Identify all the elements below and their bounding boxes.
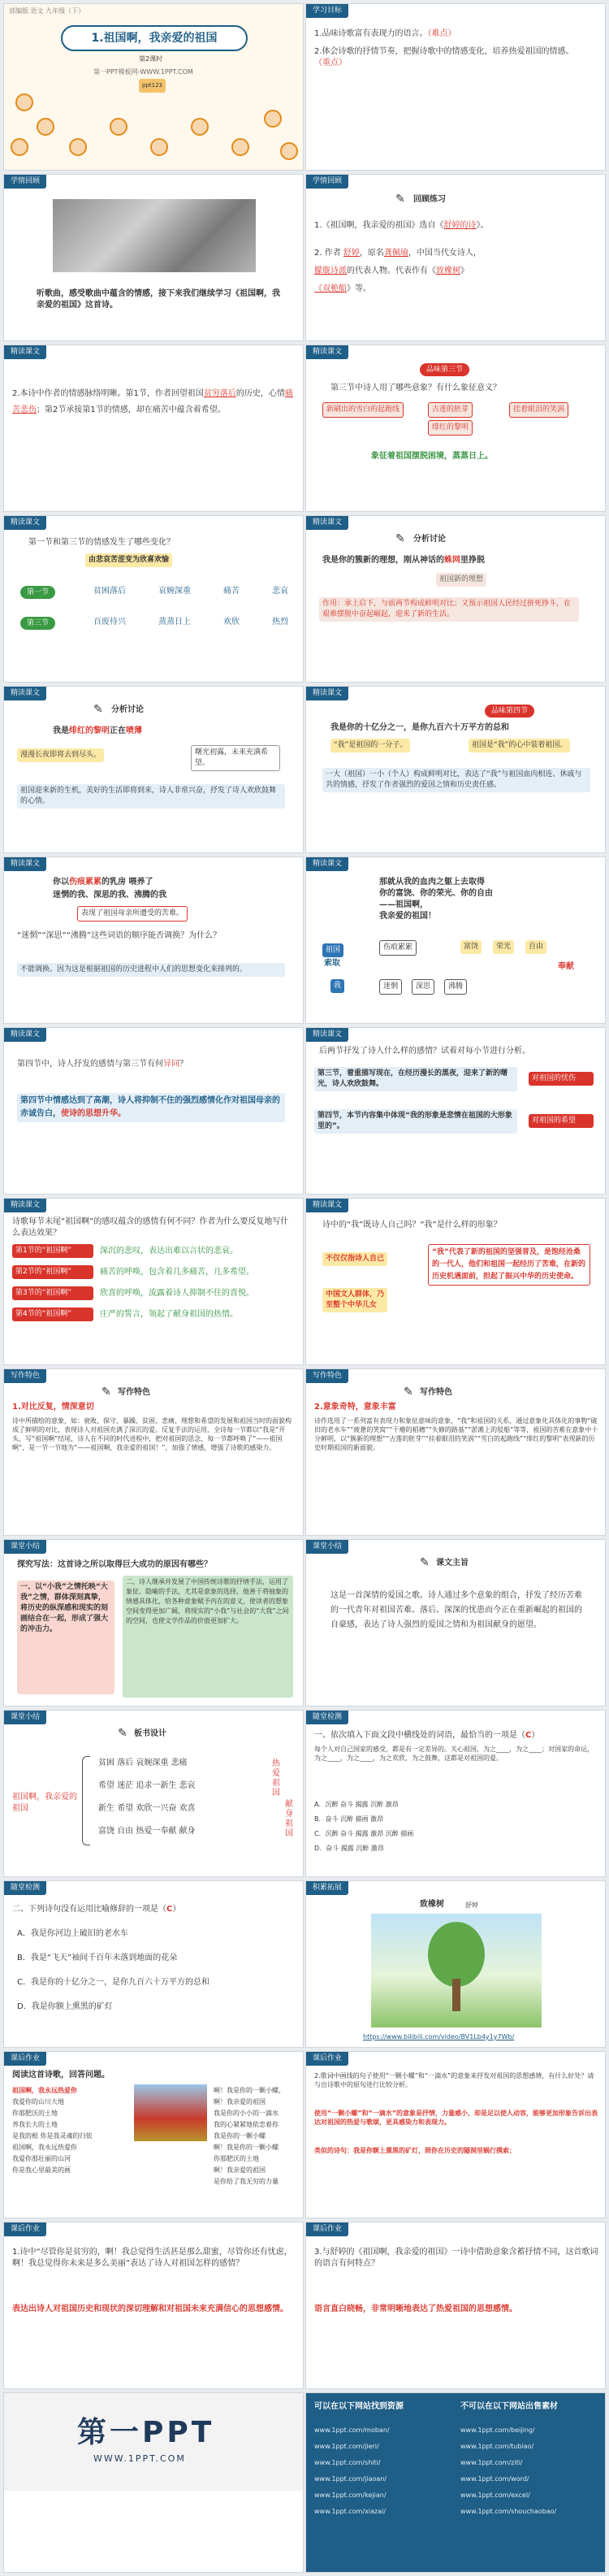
header-text: 部编版 语文 九年级（下） — [9, 7, 85, 15]
tree-image[interactable] — [371, 1914, 542, 2027]
motherland-node: 祖国 — [322, 943, 343, 957]
body: 诗作选用了一系列富有表现力和象征意味的意象，“我”和祖国的关系，通过意象化具体化的事物“破旧的老水车”“疲惫的笑窝”“干瘪的稻穗”“失修的路基”“淤滩上的驳船”等等，祖国的苦难在意象中十分鲜明，以“簇新的理想”“古莲的胚芽”“挂着眼泪的笑涡”“雪白的起跑线”“绯红的黎明”表现新的历史时期祖国的新面貌。 — [314, 1417, 598, 1451]
meaning-2: 曙光初露，未来充满希望。 — [191, 745, 280, 771]
section-title: 板书设计 — [134, 1729, 166, 1738]
question: 3.与舒婷的《祖国啊，我亲爱的祖国》一诗中借助意象含蓄抒情不同，这首歌词的语言有何特点？ — [314, 2248, 598, 2268]
line-2: 迷惘的我、深思的我、沸腾的我 — [53, 891, 166, 900]
slide-tag: 精读课文 — [306, 687, 348, 700]
lyric-line: 我爱你的山川大地 — [12, 2098, 64, 2105]
kid-avatar — [150, 138, 168, 156]
poem-line: 你的富饶、你的荣光、你的自由 — [379, 889, 493, 898]
slide-tag: 积累拓展 — [306, 1881, 348, 1895]
note: 一大（祖国）一小（个人）构成鲜明对比，表达了“我”与祖国血肉相连、休戚与共的情感，抒发了作者强烈的爱国之情和历史责任感。 — [322, 768, 590, 792]
option[interactable]: D．我是你额上熏黑的矿灯 — [17, 2002, 113, 2011]
word: 欢欣 — [223, 618, 240, 627]
rich-2: 荣光 — [493, 940, 514, 954]
question: 2.歌词中画线的句子使用“一颗小螺”和“一滴水”的意象来抒发对祖国的思想感情，有什么好处？请与出诗歌中的原句进行比较分析。 — [314, 2072, 594, 2088]
me-2: 深思 — [412, 979, 434, 995]
answer: 表达出诗人对祖国历史和现状的深切理解和对祖国未来充满信心的思想感情。 — [12, 2305, 288, 2314]
lyric-line: 祖国啊，我永远热爱你 — [12, 2144, 77, 2151]
link[interactable]: www.1ppt.com/jieri/ — [314, 2443, 379, 2450]
highlight: 表现了祖国母亲所遭受的苦难。 — [77, 906, 188, 922]
heading: 1.对比反复，情深意切 — [12, 1403, 94, 1412]
slide-refrain — [3, 1198, 304, 1365]
image-4: 绯红的黎明 — [428, 420, 473, 436]
task-title: 阅读这首诗歌，回答问题。 — [12, 2071, 110, 2079]
discussion-icon: ✎ — [93, 703, 103, 716]
slide-tag: 课后作业 — [306, 2223, 348, 2236]
lyric-line: 祖国啊，我永远热爱你 — [12, 2087, 77, 2094]
image-1: 新刷出的雪白的起跑线 — [322, 402, 404, 418]
slide-tag: 精读课文 — [306, 516, 348, 530]
line-1: 我是绯红的黎明正在喷薄 — [53, 726, 142, 735]
slide-theme — [305, 1539, 606, 1706]
answer: 第四节中情感达到了高潮，诗人将抑制不住的强烈感情化作对祖国母亲的赤诚告白，使诗的思想升华。 — [17, 1093, 285, 1122]
slide-title — [3, 3, 304, 171]
row: 富饶 自由 热爱一奉献 献身 — [98, 1827, 196, 1836]
word: 蒸蒸日上 — [158, 618, 191, 627]
answer-1: 第三节，着重描写现在，在经历漫长的黑夜，迎来了新的曙光，诗人欢欣鼓舞。 — [314, 1067, 517, 1091]
refrain-value: 痛苦的呼唤，包含着几多痛苦，几多希望。 — [100, 1268, 254, 1277]
wounds-node: 伤痕累累 — [379, 940, 417, 956]
stanza-1-words — [93, 586, 288, 597]
link[interactable]: www.1ppt.com/moban/ — [314, 2426, 390, 2434]
lyric-line: 啊！我亲爱的祖国 — [214, 2166, 266, 2174]
answer: 使用“一颗小螺”和“一滴水”的意象是抒情，力量感小，却是足以使人动容，能够更加形象告诉出表达对祖国的热爱与歌颂，更具感染力和表现力。 — [314, 2110, 598, 2126]
slide-tag: 写作特色 — [4, 1369, 46, 1383]
stanza-3-words — [93, 617, 288, 628]
lyric-line: 养我长大的土地 — [12, 2121, 58, 2128]
link[interactable]: www.1ppt.com/tubiao/ — [460, 2443, 534, 2450]
line-1: 我是你的簇新的理想，刚从神话的蛛网里挣脱 — [322, 556, 485, 565]
tree-trunk — [452, 1979, 460, 2011]
body: 诗中所描绘的意象，如：衰败、保守、暴躁、贫困、悲痛、理想和希望的发展和祖国当时的面貌构成了鲜明的对比，表现诗人对祖国充满了深沉的爱。反复手法的运用，全诗每一节都以“我是”开头，写“祖国啊”结尾，诗人在不同的时代进程中，把对祖国的思念，每一节都呼唤了“——祖国啊”，是一节一节地为“——祖国啊，我亲爱的祖国！”，加强了情感，增强了诗歌的感染力。 — [12, 1417, 292, 1451]
tree-icon — [428, 1922, 485, 1987]
goal-1: 1.品味诗歌富有表现力的语言。（难点） — [314, 29, 456, 38]
poem-line: ——祖国啊， — [379, 900, 428, 909]
devotion-label: 奉献 — [558, 962, 574, 971]
slide-homework-1 — [3, 2051, 304, 2218]
line-1: 你以伤痕累累的乳房 喂养了 — [53, 878, 153, 887]
lyric-line: 啊！我亲爱的祖国 — [214, 2098, 266, 2105]
link[interactable]: www.1ppt.com/word/ — [460, 2475, 529, 2483]
refrain-key: 第2节的“祖国啊” — [12, 1265, 93, 1279]
point-1: “我”是祖国的一分子。 — [330, 739, 410, 752]
question: 1.诗中“尽管你是贫穷的，啊！我总觉得生活甚是那么甜蜜，尽管你还有忧虑，啊！我总觉得你未来是多么美丽”表达了诗人对祖国怎样的感情？ — [12, 2248, 292, 2268]
option[interactable]: C．沉醉 奋斗 揭露 激昂 沉醉 描画 — [314, 1830, 414, 1837]
poem-author: 舒婷 — [465, 1902, 478, 1909]
slide-fourth-stanza — [305, 686, 606, 853]
slide-tag: 写作特色 — [306, 1369, 348, 1383]
slide-third-stanza — [305, 345, 606, 512]
option[interactable]: A．沉醉 奋斗 揭露 沉醉 激昂 — [314, 1801, 399, 1808]
slide-analysis-2 — [3, 686, 304, 853]
function-note: 作用：承上启下，与前两节构成鲜明对比；又预示祖国人民经过拼死挣斗，在艰难摆脱中奋起崛起，迎来了新的生活。 — [319, 597, 579, 622]
slide-tag: 学情回顾 — [306, 175, 348, 189]
ideal-box: 祖国新的理想 — [436, 573, 486, 587]
slide-homework-3 — [3, 2222, 304, 2389]
word: 哀婉深重 — [158, 587, 191, 596]
stanza-1-pill: 第一节 — [20, 586, 55, 599]
link[interactable]: www.1ppt.com/xiazai/ — [314, 2508, 387, 2515]
word: 贫困落后 — [93, 587, 126, 596]
slide-homework-2 — [305, 2051, 606, 2218]
slide-tag: 精读课文 — [4, 345, 46, 359]
change-box: 由悲哀苦涩变为欣喜欢愉 — [85, 553, 172, 567]
note-2: 对祖国的希望 — [529, 1114, 594, 1128]
emotion-text: 2.本诗中作者的情感脉络明晰。第1节，作者回望祖国贫穷落后的历史，心情痛苦悲伤；第2节承接第1节的情感，却在痛苦中蕴含着希望。 — [12, 389, 293, 414]
stanza-3-pill: 第三节 — [20, 617, 55, 630]
refrain-value: 欣喜的呼唤，流露着诗人抑制不住的喜悦。 — [100, 1289, 254, 1298]
slide-last-two — [305, 1027, 606, 1195]
link[interactable]: www.1ppt.com/kejian/ — [314, 2491, 387, 2499]
period: 第2课时 — [139, 55, 163, 63]
poem-line: 那就从我的血肉之躯上去取得 — [379, 878, 485, 887]
tiananmen-image — [134, 2084, 207, 2141]
center-title: 祖国啊，我亲爱的祖国 — [12, 1793, 77, 1813]
answer-2: 类似的诗句：我是你额上熏黑的矿灯，照你在历史的隧洞里蜗行摸索； — [314, 2147, 516, 2154]
logo — [4, 2393, 304, 2491]
kid-avatar — [110, 118, 127, 136]
point-2: 中国文人群体，乃至整个中华儿女 — [322, 1288, 387, 1312]
word: 热烈 — [272, 618, 288, 627]
link[interactable]: www.1ppt.com/jiaoan/ — [314, 2475, 387, 2483]
refrain-key: 第3节的“祖国啊” — [12, 1286, 93, 1300]
take-label: 索取 — [324, 959, 340, 968]
refrain-value: 深沉的悲叹，表达出难以言状的悲哀。 — [100, 1247, 238, 1255]
links-heading: 可以在以下网站找到资源 — [314, 2402, 404, 2411]
kid-avatar — [231, 138, 249, 156]
slide-stanza-compare — [3, 515, 304, 683]
slide-tag: 随堂检测 — [306, 1711, 348, 1724]
question: 一、依次填入下面文段中横线处的词语，最恰当的一项是（C） — [314, 1731, 540, 1740]
slide-tag: 精读课文 — [306, 345, 348, 359]
kid-avatar — [37, 118, 54, 136]
answer-2: 第四节，本节内容集中体现“我的形象是悲情在祖国的大形象里的”。 — [314, 1109, 517, 1134]
option[interactable]: D．奋斗 揭露 沉醉 激昂 — [314, 1845, 384, 1852]
kid-avatar — [280, 142, 298, 160]
slide-tag: 精读课文 — [306, 857, 348, 871]
slide-tag: 精读课文 — [306, 1199, 348, 1212]
point-2: 祖国是“我”的心中装着祖国。 — [469, 739, 570, 752]
slide-ad — [3, 2392, 304, 2573]
section-title: 课文主旨 — [436, 1559, 469, 1568]
passage: 每个人对自己国家的感受，都是有一定差异的。关心祖国，为之____，为之____；对国家的命运，为之____，为之____，为之欢欣，为之鼓舞，这都是对祖国的爱。 — [314, 1746, 594, 1762]
slide-tag: 精读课文 — [4, 1199, 46, 1212]
link[interactable]: www.1ppt.com/beijing/ — [460, 2426, 535, 2434]
meaning-1: 漫漫长夜即将去到尽头。 — [17, 748, 104, 762]
slide-review-exercise — [305, 174, 606, 341]
slide-poet-image — [305, 1198, 606, 1365]
side-2: 献身祖国 — [285, 1800, 293, 1838]
slide-tag: 随堂检测 — [4, 1881, 46, 1895]
kid-avatar — [264, 110, 282, 128]
rich-3: 自由 — [525, 940, 546, 954]
slide-stanza-diff — [3, 1027, 304, 1195]
slide-tag: 学情回顾 — [4, 175, 46, 189]
slide-wounds — [3, 856, 304, 1024]
slide-dedication — [305, 856, 606, 1024]
video-link[interactable]: https://www.bilibili.com/video/BV1Lb4y1y7Wb/ — [363, 2033, 515, 2040]
reason-2: 二、诗人继承并发展了中国传统诗歌的抒情手法，运用了象征、隐喻的手法，尤其是意象的选择，他善于将抽象的情感具体化，给各种意象赋予内在的意义，使读者的想象空间变得更加广阔，将现实的“小我”与社会的“大我”之间的空间，也使文学作品的价值更加扩大。 — [123, 1576, 293, 1698]
lyric-line: 你那肥沃的土地 — [12, 2110, 58, 2117]
q1: 1.《祖国啊，我亲爱的祖国》选自《舒婷的诗》。 — [314, 221, 489, 230]
word: 悲哀 — [272, 587, 288, 596]
pencil-icon: ✎ — [102, 1386, 111, 1399]
side-1: 热爱祖国 — [272, 1759, 280, 1798]
question: 探究写法：这首诗之所以取得巨大成功的原因有哪些？ — [17, 1560, 212, 1569]
rich-1: 富饶 — [460, 940, 482, 954]
link[interactable]: www.1ppt.com/excel/ — [460, 2491, 530, 2499]
section-title: 写作特色 — [420, 1388, 452, 1397]
kid-avatar — [69, 138, 87, 156]
board-icon: ✎ — [118, 1727, 127, 1740]
slide-tag: 精读课文 — [4, 516, 46, 530]
lyric-line: 啊！我是你的一颗小螺， — [214, 2087, 285, 2094]
slide-tag: 学习目标 — [306, 4, 348, 18]
kid-avatar — [191, 118, 209, 136]
link[interactable]: www.1ppt.com/shouchaobao/ — [460, 2508, 557, 2515]
answer: “我”代表了新的祖国的坚强普及，是饱经沧桑的一代人，他们和祖国一起经历了苦难，在新的历史机遇面前，担起了振兴中华的历史使命。 — [428, 1244, 590, 1286]
slide-tag: 精读课文 — [306, 1028, 348, 1042]
slide-tag: 课后作业 — [306, 2052, 348, 2066]
relief-image — [53, 199, 256, 272]
section-title: 回顾练习 — [413, 195, 446, 204]
logo-site: WWW.1PPT.COM — [93, 2453, 186, 2464]
slide-tag: 精读课文 — [4, 687, 46, 700]
question: 诗歌每节末尾“祖国啊”的感叹蕴含的感情有何不同？作者为什么要反复地写什么表达效果？ — [12, 1217, 289, 1238]
row: 新生 希望 欢欣一兴奋 欢喜 — [98, 1804, 196, 1813]
slide-explore — [3, 1539, 304, 1706]
slide-quiz-1 — [305, 1710, 606, 1877]
lyric-line: 你是我心里最美的画 — [12, 2166, 71, 2174]
slide-ad-links — [305, 2392, 606, 2573]
question: 第三节中诗人用了哪些意象？有什么象征意义？ — [330, 384, 501, 392]
pencil-icon: ✎ — [395, 193, 405, 206]
slide-tag: 课堂小结 — [4, 1540, 46, 1554]
image-2: 古莲的胚芽 — [428, 402, 473, 418]
lyric-line: 我是你的小小的一滴水 — [214, 2110, 279, 2117]
note: 祖国迎来新的生机，美好的生活即将到来，诗人非常兴奋，抒发了诗人欢欣鼓舞的心情。 — [17, 784, 285, 809]
goal-2: 2.体会诗歌的抒情节奏，把握诗歌中的情感变化，培养热爱祖国的情感。（重点） — [314, 47, 574, 67]
me-3: 沸腾 — [444, 979, 467, 995]
site-text: 第一PPT模板网-WWW.1PPT.COM — [93, 68, 193, 76]
slide-review-video — [3, 174, 304, 341]
slide-emotion-lines — [3, 345, 304, 512]
me-1: 迷惘 — [379, 979, 402, 995]
note-1: 对祖国的忧伤 — [529, 1072, 594, 1086]
lyric-line: 我是你的一颗小螺 — [214, 2132, 266, 2140]
slide-quiz-2 — [3, 1880, 304, 2048]
discussion-icon: ✎ — [395, 532, 405, 545]
slide-writing-1 — [3, 1368, 304, 1536]
slide-tag: 精读课文 — [4, 857, 46, 871]
slide-tag: 课堂小结 — [4, 1711, 46, 1724]
title-banner: 1.祖国啊，我亲爱的祖国 — [61, 25, 248, 51]
lyric-line: 是你给了我无穷的力量 — [214, 2178, 279, 2185]
slide-analysis-1 — [305, 515, 606, 683]
kid-avatar — [15, 93, 33, 111]
lyric-line: 我的心紧紧地依恋着你 — [214, 2121, 279, 2128]
slide-writing-2 — [305, 1368, 606, 1536]
option[interactable]: B．奋斗 沉醉 描画 激昂 — [314, 1815, 384, 1823]
pencil-icon: ✎ — [404, 1386, 413, 1399]
poem-title: 致橡树 — [420, 1900, 444, 1909]
q2: 2. 作者 舒婷，原名龚佩瑜，中国当代女诗人， 朦胧诗派的代表人物。代表作有《致橡树》 《双桅船》等。 — [314, 249, 482, 293]
lyric-line: 你那肥沃的土地 — [214, 2155, 259, 2162]
lyric-line: 是我的根 你是我灵魂的归依 — [12, 2132, 93, 2140]
slide-tag: 课堂小结 — [306, 1540, 348, 1554]
links-heading-2: 不可以在以下网站出售素材 — [460, 2402, 558, 2411]
refrain-value: 庄严的誓言，领起了献身祖国的热情。 — [100, 1310, 238, 1319]
slide-tag: 课后作业 — [4, 2223, 46, 2236]
word: 百废待兴 — [93, 618, 126, 627]
refrain-key: 第1节的“祖国啊” — [12, 1244, 93, 1258]
option[interactable]: B．我是“飞天”袖间千百年未落到地面的花朵 — [17, 1954, 178, 1962]
brace — [82, 1756, 90, 1845]
point-1: 不仅仅指诗人自己 — [322, 1252, 387, 1266]
kid-avatar — [11, 138, 28, 156]
logo-text: 第一PPT — [77, 2416, 215, 2449]
slide-tag: 课后作业 — [4, 2052, 46, 2066]
answer: 不能调换。因为这是根据祖国的历史进程中人们的思想变化来排列的。 — [17, 963, 285, 977]
question: 二、下列诗句没有运用比喻修辞的一项是（C） — [12, 1905, 181, 1914]
question: 第四节中，诗人抒发的感情与第三节有何异同？ — [17, 1060, 188, 1069]
row: 希望 迷茫 追求一新生 悲哀 — [98, 1781, 196, 1790]
slide-tag: 精读课文 — [4, 1028, 46, 1042]
question: 诗中的“我”既诗人自己吗？“我”是什么样的形象？ — [322, 1221, 502, 1229]
word: 痛苦 — [223, 587, 240, 596]
slide-homework-4 — [305, 2222, 606, 2389]
refrain-key: 第4节的“祖国啊” — [12, 1308, 93, 1321]
badge: ppt123 — [139, 79, 166, 93]
me-node: 我 — [330, 979, 344, 993]
link[interactable]: www.1ppt.com/ziti/ — [460, 2459, 523, 2466]
line-1: 我是你的十亿分之一，是你九百六十万平方的总和 — [330, 723, 509, 732]
row: 贫困 落后 哀婉深重 悲痛 — [98, 1759, 188, 1767]
reason-1: 一、以“小我”之情托映“大我”之情，群体深刻真挚，将历史的纵深感和现实的刻画结合在一起，形成了强大的冲击力。 — [17, 1581, 114, 1694]
heading: 2.意象奇特，意象丰富 — [314, 1403, 396, 1412]
answer: 象征着祖国摆脱困境，蒸蒸日上。 — [371, 452, 493, 461]
theme-text: 这是一首深情的爱国之歌。诗人通过多个意象的组合，抒发了经历苦难的一代青年对祖国苦难、落后、深深的忧患而今正在重新崛起的祖国的自豪感，表达了诗人强烈的爱国之情和为祖国献身的愿望。 — [330, 1591, 582, 1629]
option[interactable]: C．我是你的十亿分之一，是你九百六十万平方的总和 — [17, 1978, 209, 1987]
lyric-line: 我爱你那壮丽的山河 — [12, 2155, 71, 2162]
section-title: 分析讨论 — [413, 535, 446, 544]
section-pill: 品味第三节 — [420, 363, 469, 376]
section-title: 写作特色 — [118, 1388, 150, 1397]
poem-line: 我亲爱的祖国！ — [379, 912, 436, 921]
slide-extension — [305, 1880, 606, 2048]
image-3: 挂着眼泪的笑涡 — [509, 402, 568, 418]
slide-goals — [305, 3, 606, 171]
slide-board — [3, 1710, 304, 1877]
answer: 语言直白晓畅，非常明晰地表达了热爱祖国的思想感情。 — [314, 2305, 517, 2314]
section-title: 分析讨论 — [111, 705, 144, 714]
question: 后两节抒发了诗人什么样的感情？试着对每小节进行分析。 — [319, 1047, 530, 1056]
pencil-icon: ✎ — [420, 1556, 430, 1569]
option[interactable]: A．我是你河边上破旧的老水车 — [17, 1929, 128, 1938]
intro-text: 听歌曲，感受歌曲中蕴含的情感，接下来我们继续学习《祖国啊，我亲爱的祖国》这首诗。 — [37, 289, 280, 310]
link[interactable]: www.1ppt.com/shiti/ — [314, 2459, 381, 2466]
lyric-line: 啊！我是你的一颗小螺 — [214, 2144, 279, 2151]
question: 第一节和第三节的情感发生了哪些变化？ — [28, 538, 175, 547]
section-pill: 品味第四节 — [485, 705, 534, 718]
question: “迷惘”“深思”“沸腾”这些词语的顺序能否调换？为什么？ — [17, 931, 222, 940]
